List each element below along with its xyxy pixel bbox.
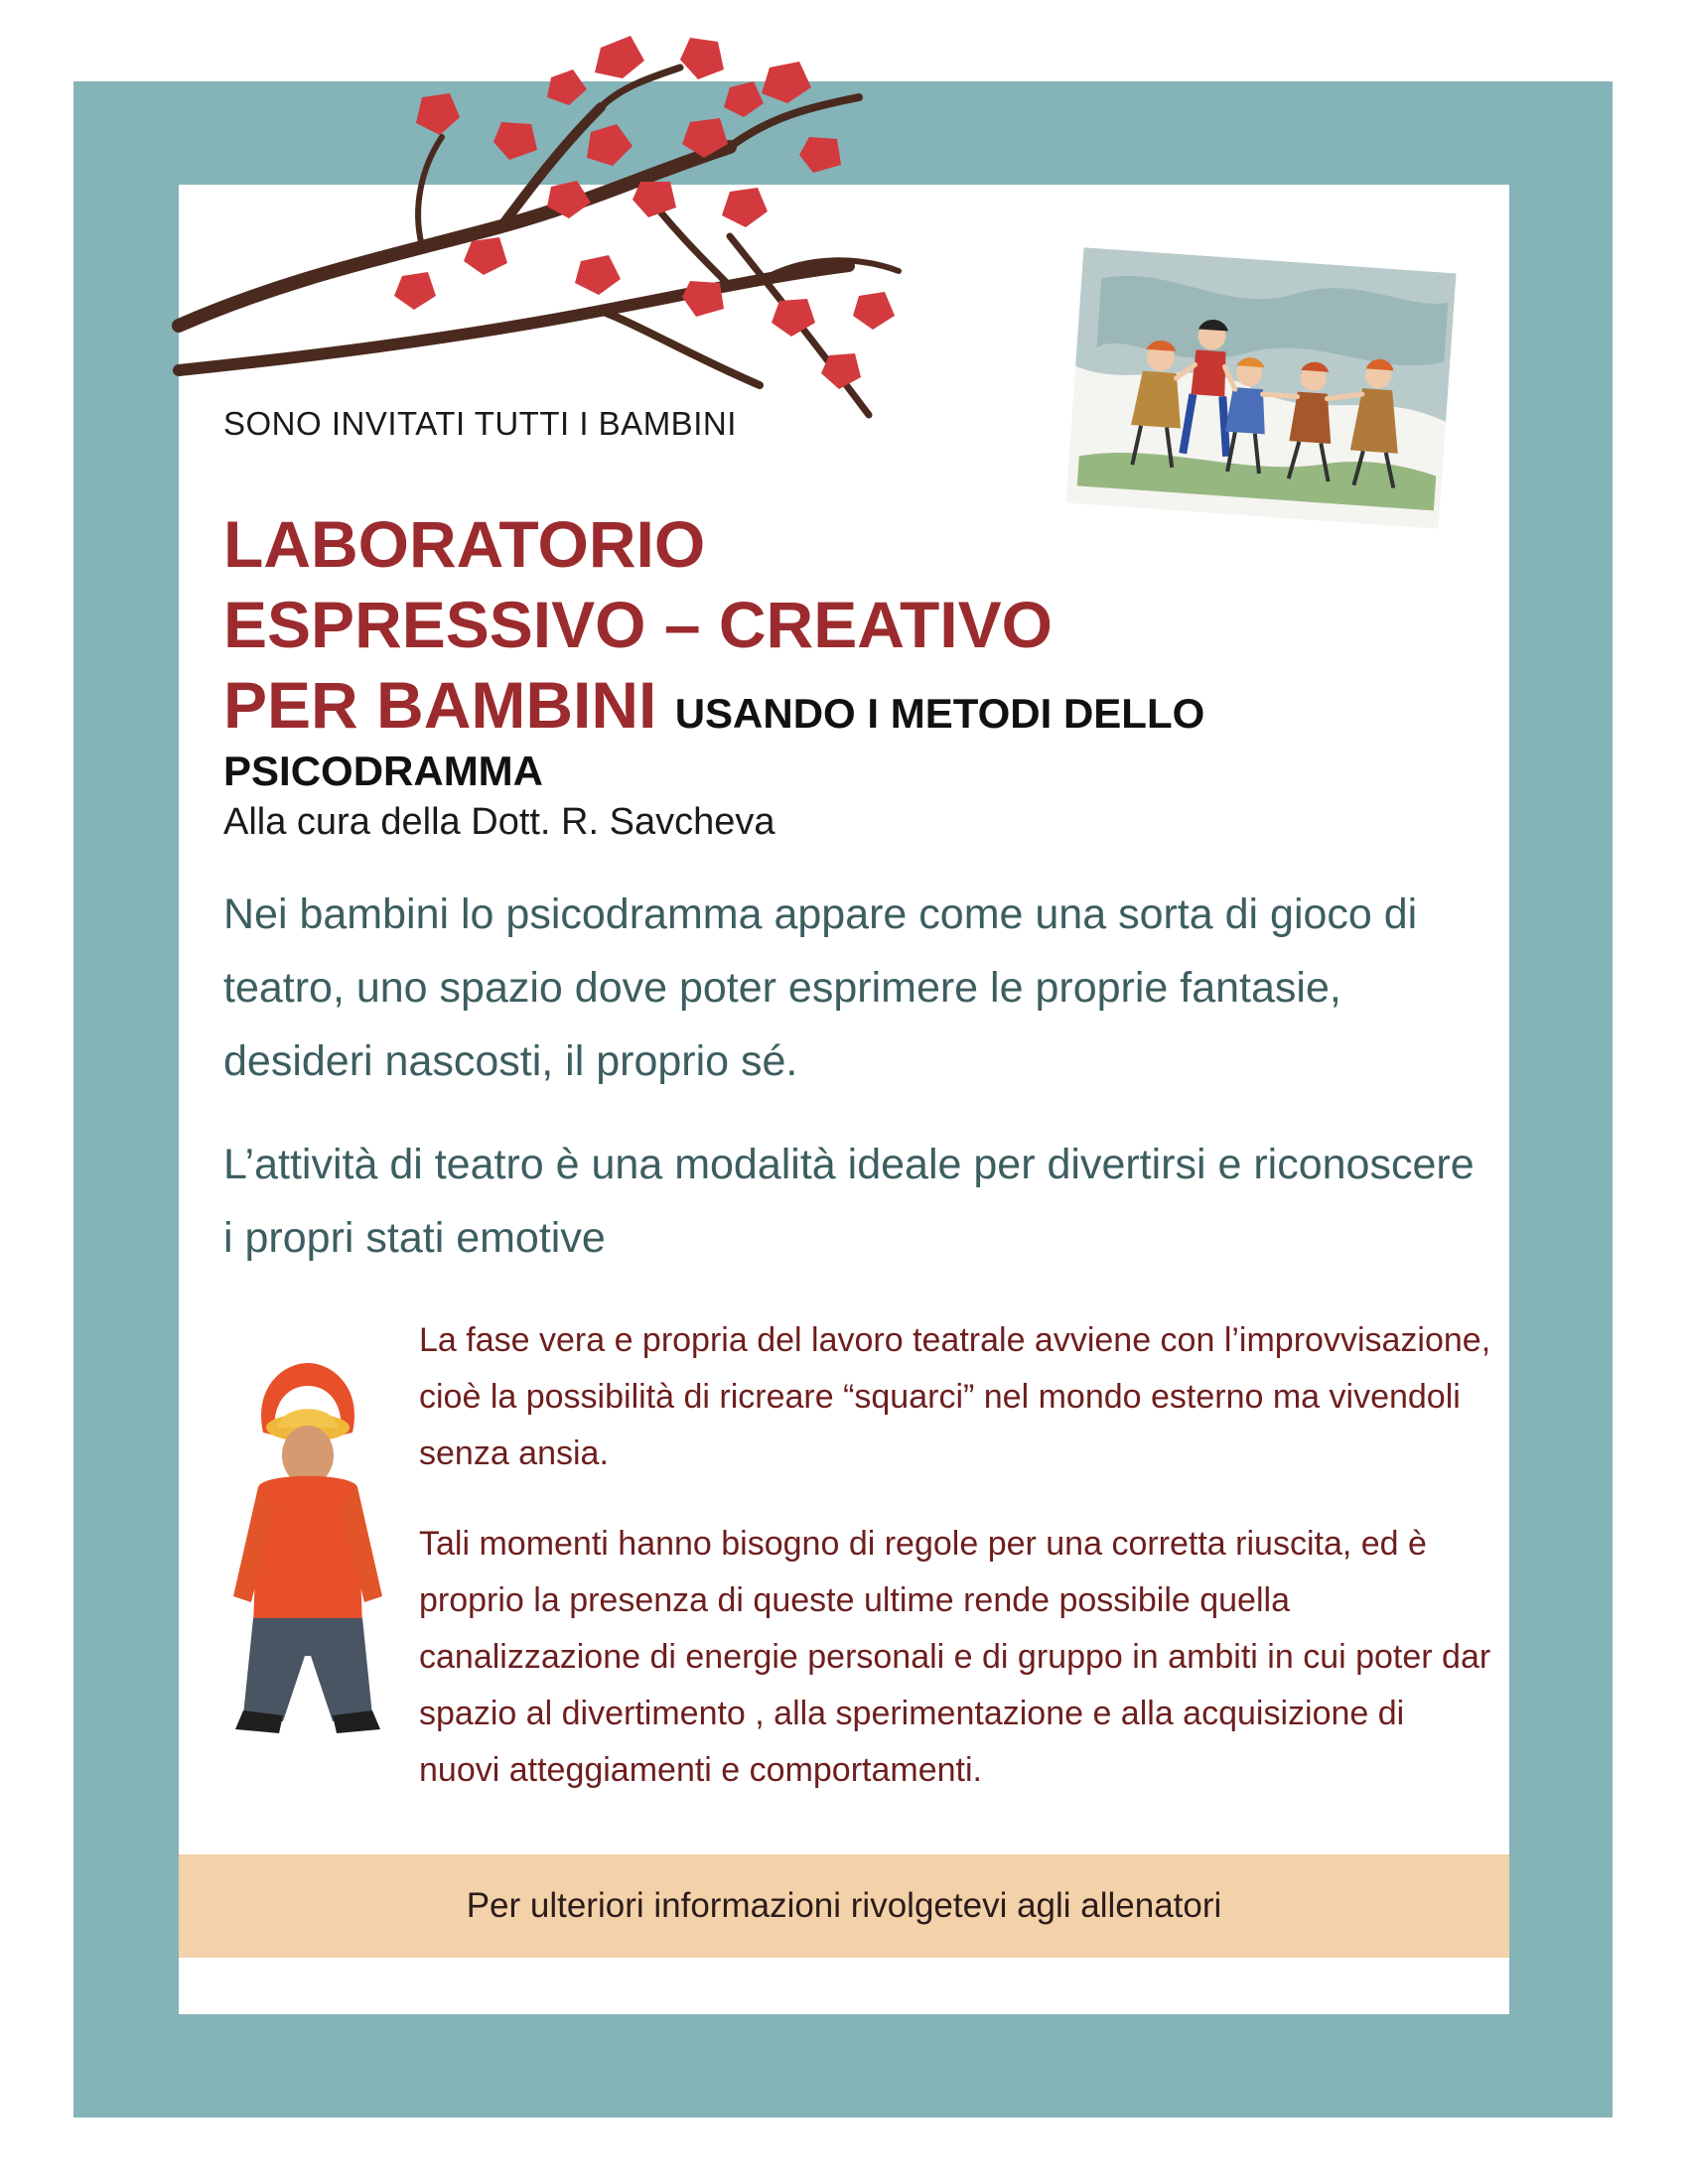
footer-text: Per ulteriori informazioni rivolgetevi agli allenatori: [466, 1886, 1222, 1925]
title-line-3-row: [223, 665, 1316, 753]
body-paragraph-1: La fase vera e propria del lavoro teatrale avviene con l’improvvisazione, cioè la possibilità di ricreare “squarci” nel mondo esterno ma vivendoli senza ansia.: [419, 1321, 1491, 1472]
subtitle-part-a: USANDO I METODI DELLO: [674, 690, 1205, 737]
author-credit: Alla cura della Dott. R. Savcheva: [223, 801, 775, 843]
kneeling-child-image: [223, 1358, 392, 1735]
blossom-branch-illustration: [174, 28, 928, 435]
invite-text: SONO INVITATI TUTTI I BAMBINI: [223, 405, 737, 442]
subtitle-part-b: PSICODRAMMA: [223, 748, 543, 794]
intro-paragraph-1: Nei bambini lo psicodramma appare come una sorta di gioco di teatro, uno spazio dove poter esprimere le proprie fantasie, desideri nascosti, il proprio sé.: [223, 890, 1418, 1085]
children-painting-image: [1065, 247, 1456, 529]
title-line-3: PER BAMBINI: [223, 668, 657, 742]
title-line-2: ESPRESSIVO – CREATIVO: [223, 588, 1053, 661]
title-block: [223, 504, 1316, 847]
body-paragraph-2: Tali momenti hanno bisogno di regole per una corretta riuscita, ed è proprio la presenza di queste ultime rende possibile quella canalizzazione di energie personali e di gruppo in ambiti in cui poter dar spazio al divertimento , alla sperimentazione e alla acquisizione di nuovi atteggiamenti e comportamenti.: [419, 1525, 1491, 1789]
title-line-1: LABORATORIO: [223, 507, 706, 581]
intro-paragraph-2: L’attività di teatro è una modalità ideale per divertirsi e riconoscere i propri stati emotive: [223, 1141, 1475, 1262]
footer-bar: [179, 1854, 1509, 1958]
